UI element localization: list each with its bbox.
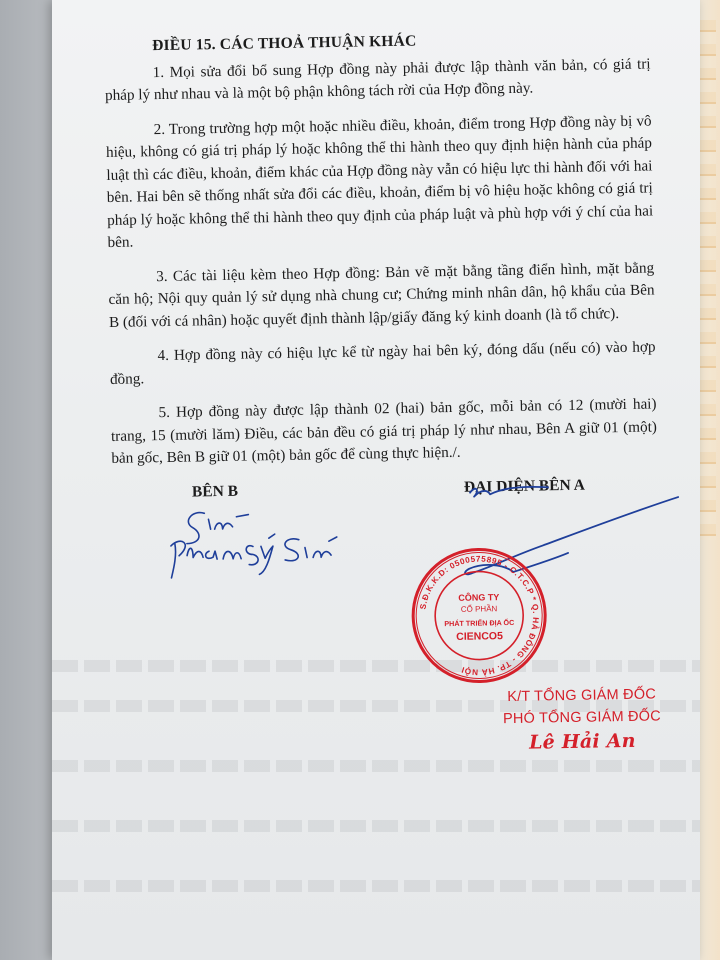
signature-block [112,473,662,754]
party-b-label: BÊN B [191,482,239,501]
clause-5: 5. Hợp đồng này được lập thành 02 (hai) bản gốc, mỗi bản có 12 (mười hai) trang, 15 (mười lăm) Điều, các bản đều có giá trị pháp lý như nhau, Bên A giữ 01 (một) bản gốc, Bên B giữ 01 (một) bản gốc để cùng thực hiện./. [110,395,658,467]
signer-name: Lê Hải An [528,729,636,754]
signer-title-line-2: PHÓ TỔNG GIÁM ĐỐC [502,707,661,727]
clause-3: 3. Các tài liệu kèm theo Hợp đồng: Bản vẽ mặt bằng tầng điển hình, mặt bằng căn hộ; Nội quy quản lý sử dụng nhà chung cư; Chứng minh nhân dân, hộ khẩu của Bên B (đối với cá nhân) hoặc quyết định thành lập/giấy đăng ký kinh doanh (là tổ chức). [108,258,655,331]
show-through-text [52,820,700,832]
signer-title-block [481,683,682,754]
clause-4: 4. Hợp đồng này có hiệu lực kể từ ngày hai bên ký, đóng dấu (nếu có) vào hợp đồng. [109,338,656,388]
party-b-signature [152,496,343,579]
company-seal [409,545,549,685]
seal-line-1: CÔNG TY [458,591,500,603]
seal-line-2: CỔ PHẦN [460,603,498,614]
article-heading: ĐIỀU 15. CÁC THOẢ THUẬN KHÁC [152,32,417,55]
party-a-label: ĐẠI DIỆN BÊN A [463,476,586,496]
seal-line-4: CIENCO5 [456,629,503,643]
document-content [104,26,662,754]
show-through-text [52,760,700,772]
seal-line-3: PHÁT TRIỂN ĐỊA ỐC [444,617,515,628]
clause-2: 2. Trong trường hợp một hoặc nhiều điều, khoản, điểm trong Hợp đồng này bị vô hiệu, không có giá trị pháp lý hoặc không thể thi hành theo quy định hiện hành của pháp luật thì các điều, khoản, điểm khác của Hợp đồng này vẫn có hiệu lực thi hành đối với hai bên. Hai bên sẽ thống nhất sửa đổi các điều, khoản, điểm bị vô hiệu hoặc không có giá trị pháp lý hoặc không thể thi hành theo quy định của pháp luật và phù hợp với ý chí của hai bên. [105,111,654,251]
show-through-text [52,880,700,892]
signer-title-line-1: K/T TỔNG GIÁM ĐỐC [507,685,657,705]
seal-ring-text: S.Đ.K.K.D: 0500575895 - C.T.C.P * Q. HÀ ĐÔNG - TP. HÀ NỘI [418,554,541,677]
clause-1: 1. Mọi sửa đổi bổ sung Hợp đồng này phải được lập thành văn bản, có giá trị pháp lý như nhau và là một bộ phận không tách rời của Hợp đồng này. [104,54,651,104]
